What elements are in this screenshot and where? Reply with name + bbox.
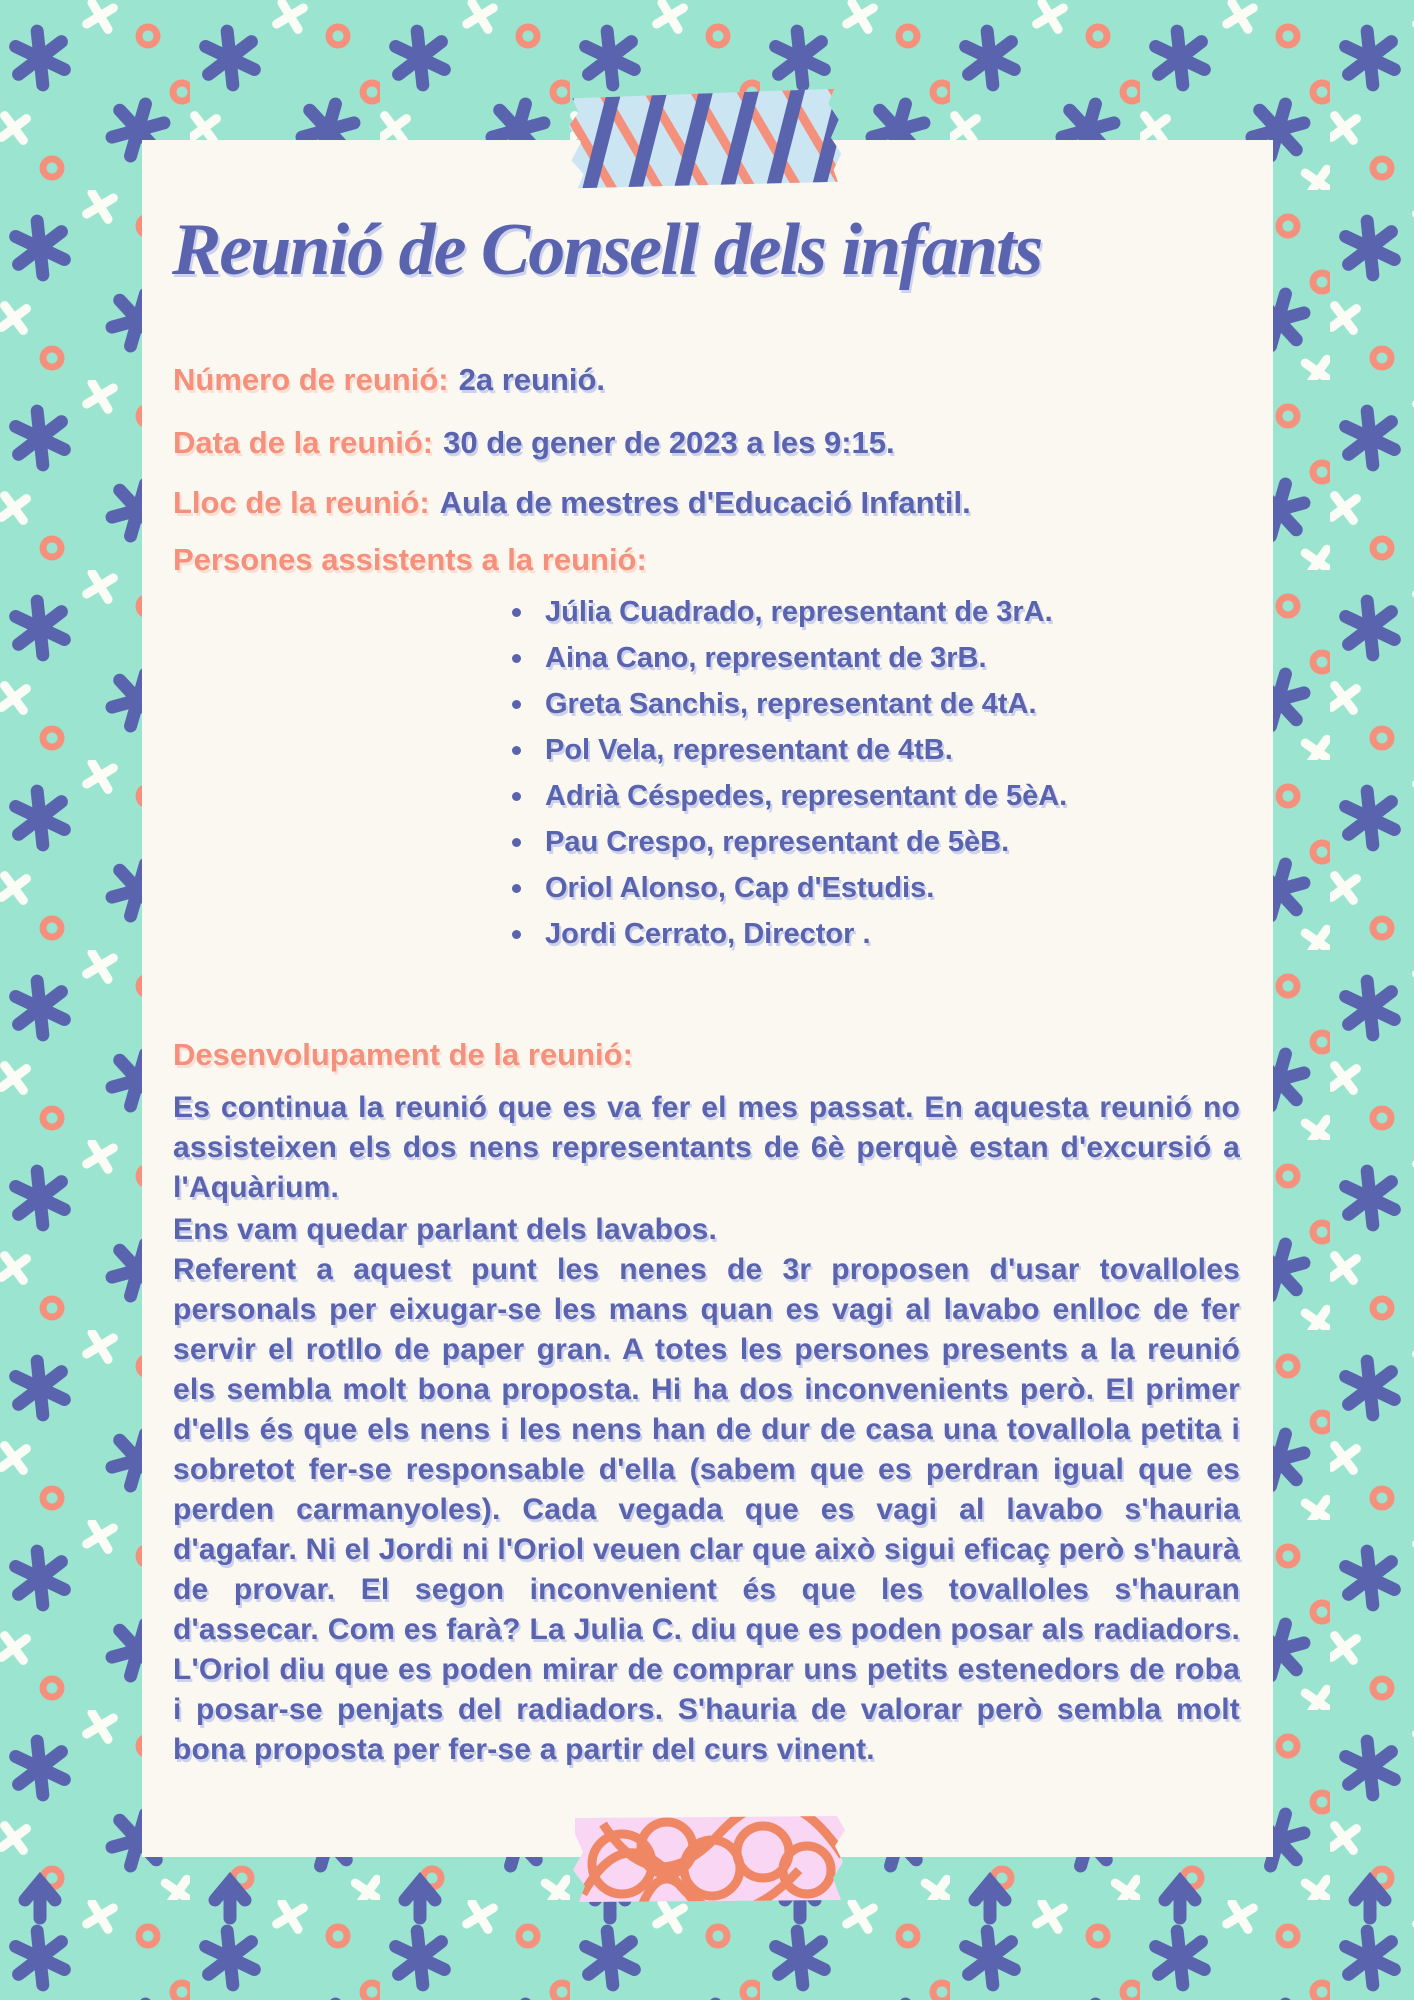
page-title: Reunió de Consell dels infants	[172, 208, 1042, 291]
paper-sheet	[142, 140, 1273, 1857]
attendee-item: Greta Sanchis, representant de 4tA.	[512, 681, 1067, 727]
development-paragraph-1: Es continua la reunió que es va fer el mes passat. En aquesta reunió no assisteixen els dos nens representants de 6è perquè estan d'excursió a l'Aquàrium.	[173, 1091, 1240, 1204]
attendee-item: Aina Cano, representant de 3rB.	[512, 635, 1067, 681]
attendee-item: Júlia Cuadrado, representant de 3rA.	[512, 589, 1067, 635]
attendee-item: Pol Vela, representant de 4tB.	[512, 727, 1067, 773]
meta-label: Número de reunió:	[173, 362, 449, 397]
development-paragraph-2	[173, 1210, 1240, 1770]
attendee-item: Adrià Céspedes, representant de 5èA.	[512, 773, 1067, 819]
attendee-item: Oriol Alonso, Cap d'Estudis.	[512, 865, 1067, 911]
meta-line-date	[173, 423, 1240, 463]
washi-tape-scribble	[567, 1812, 852, 1904]
attendee-item: Pau Crespo, representant de 5èB.	[512, 819, 1067, 865]
attendee-item: Jordi Cerrato, Director .	[512, 911, 1067, 957]
lavabos-lead-line: Ens vam quedar parlant dels lavabos.	[173, 1213, 718, 1246]
meta-label: Lloc de la reunió:	[173, 485, 430, 520]
meta-line-number	[173, 360, 1240, 400]
meta-line-place	[173, 483, 1240, 523]
attendees-list	[512, 589, 1067, 957]
development-heading: Desenvolupament de la reunió:	[173, 1037, 633, 1072]
meta-value: Aula de mestres d'Educació Infantil.	[439, 485, 971, 520]
lavabos-detail-text: Referent a aquest punt les nenes de 3r proposen d'usar tovalloles personals per eixugar-se les mans quan es vagi al lavabo enlloc de fer servir el rotllo de paper gran. A totes les persones presents a la reunió els sembla molt bona proposta. Hi ha dos inconvenients però. El primer d'ells és que els nens i les nens han de dur de casa una tovallola petita i sobretot fer-se responsable d'ella (sabem que es perdran igual que es perden carmanyoles). Cada vegada que es vagi al lavabo s'hauria d'agafar. Ni el Jordi ni l'Oriol veuen clar que això sigui eficaç però s'haurà de provar. El segon inconvenient és que les tovalloles s'hauran d'assecar. Com es farà? La Julia C. diu que es poden posar als radiadors. L'Oriol diu que es poden mirar de comprar uns petits estenedors de roba i posar-se penjats del radiadors. S'hauria de valorar però sembla molt bona proposta per fer-se a partir del curs vinent.	[173, 1253, 1240, 1766]
attendees-heading: Persones assistents a la reunió:	[173, 542, 647, 577]
meta-value: 30 de gener de 2023 a les 9:15.	[443, 425, 895, 460]
meta-label: Data de la reunió:	[173, 425, 434, 460]
washi-tape-crosshatch	[562, 86, 849, 193]
meta-value: 2a reunió.	[458, 362, 606, 397]
